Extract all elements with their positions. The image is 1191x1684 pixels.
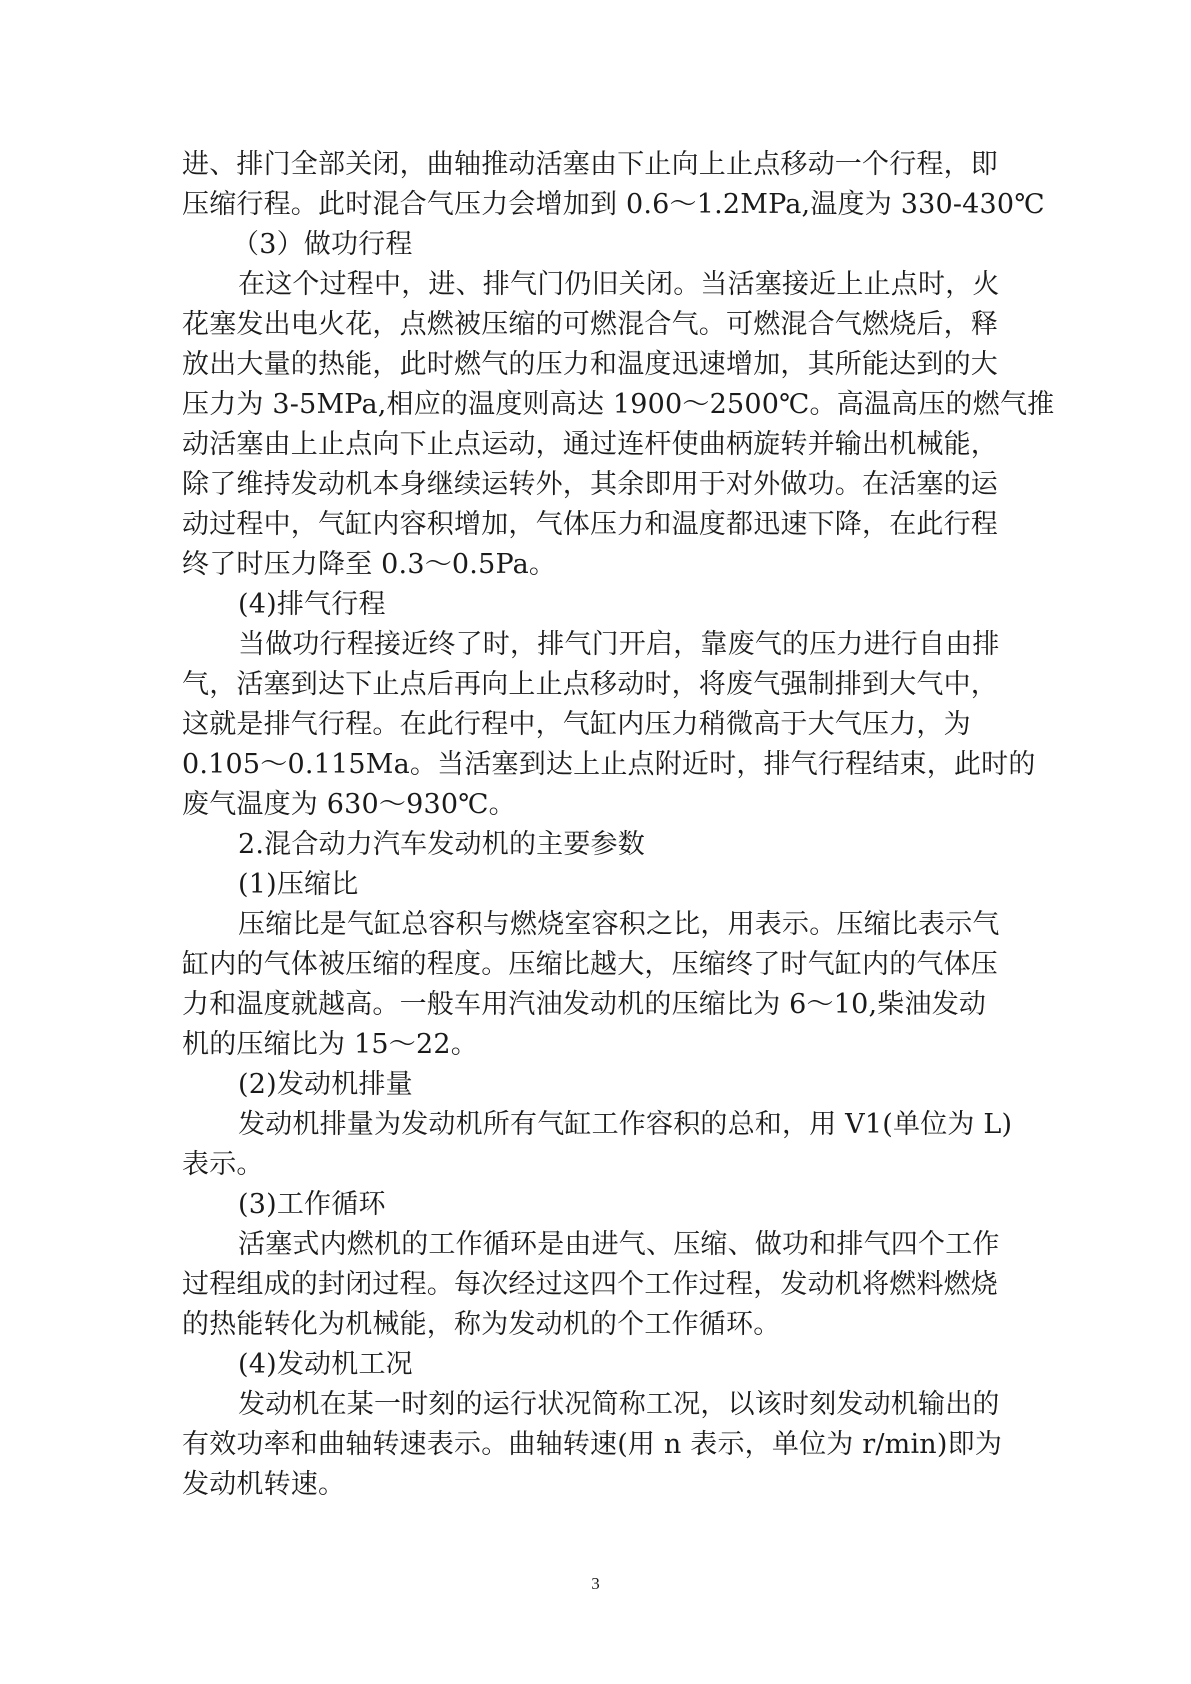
text-line: 终了时压力降至 0.3～0.5Pa。 <box>182 549 557 580</box>
text-line: 放出大量的热能，此时燃气的压力和温度迅速增加，其所能达到的大 <box>182 349 998 380</box>
text-line: 有效功率和曲轴转速表示。曲轴转速(用 n 表示，单位为 r/min)即为 <box>182 1429 1003 1460</box>
text-line: 表示。 <box>182 1149 264 1180</box>
text-line: 当做功行程接近终了时，排气门开启，靠废气的压力进行自由排 <box>238 629 1000 660</box>
text-line: 力和温度就越高。一般车用汽油发动机的压缩比为 6～10,柴油发动 <box>182 989 987 1020</box>
text-line: 压力为 3-5MPa,相应的温度则高达 1900～2500℃。高温高压的燃气推 <box>182 389 1055 420</box>
section-heading: (1)压缩比 <box>238 869 359 900</box>
text-line: 发动机转速。 <box>182 1469 346 1500</box>
text-line: 0.105～0.115Ma。当活塞到达上止点附近时，排气行程结束，此时的 <box>182 749 1036 780</box>
text-line: 进、排门全部关闭，曲轴推动活塞由下止向上止点移动一个行程，即 <box>182 149 998 180</box>
text-line: 过程组成的封闭过程。每次经过这四个工作过程，发动机将燃料燃烧 <box>182 1269 998 1300</box>
section-heading: 2.混合动力汽车发动机的主要参数 <box>238 829 645 860</box>
text-line: 的热能转化为机械能，称为发动机的个工作循环。 <box>182 1309 781 1340</box>
text-line: 废气温度为 630～930℃。 <box>182 789 516 820</box>
text-line: 压缩比是气缸总容积与燃烧室容积之比，用表示。压缩比表示气 <box>238 909 1000 940</box>
text-line: 气，活塞到达下止点后再向上止点移动时，将废气强制排到大气中， <box>182 669 998 700</box>
text-line: 在这个过程中，进、排气门仍旧关闭。当活塞接近上止点时，火 <box>238 269 1000 300</box>
text-line: 花塞发出电火花，点燃被压缩的可燃混合气。可燃混合气燃烧后，释 <box>182 309 998 340</box>
text-line: 发动机排量为发动机所有气缸工作容积的总和，用 V1(单位为 L) <box>238 1109 1013 1140</box>
body-text <box>182 145 1055 1505</box>
section-heading: (4)排气行程 <box>238 589 386 620</box>
text-line: 机的压缩比为 15～22。 <box>182 1029 478 1060</box>
page-number: 3 <box>591 1574 600 1593</box>
text-line: 除了维持发动机本身继续运转外，其余即用于对外做功。在活塞的运 <box>182 469 998 500</box>
text-line: 缸内的气体被压缩的程度。压缩比越大，压缩终了时气缸内的气体压 <box>182 949 998 980</box>
section-heading: (2)发动机排量 <box>238 1069 413 1100</box>
text-line: 压缩行程。此时混合气压力会增加到 0.6～1.2MPa,温度为 330-430℃ <box>182 189 1045 220</box>
section-heading: （3）做功行程 <box>232 229 413 260</box>
section-heading: (4)发动机工况 <box>238 1349 413 1380</box>
text-line: 动过程中，气缸内容积增加，气体压力和温度都迅速下降，在此行程 <box>182 509 998 540</box>
text-line: 活塞式内燃机的工作循环是由进气、压缩、做功和排气四个工作 <box>238 1229 1000 1260</box>
section-heading: (3)工作循环 <box>238 1189 386 1220</box>
text-line: 这就是排气行程。在此行程中，气缸内压力稍微高于大气压力，为 <box>182 709 971 740</box>
text-line: 发动机在某一时刻的运行状况简称工况，以该时刻发动机输出的 <box>238 1389 1000 1420</box>
text-line: 动活塞由上止点向下止点运动，通过连杆使曲柄旋转并输出机械能， <box>182 429 998 460</box>
